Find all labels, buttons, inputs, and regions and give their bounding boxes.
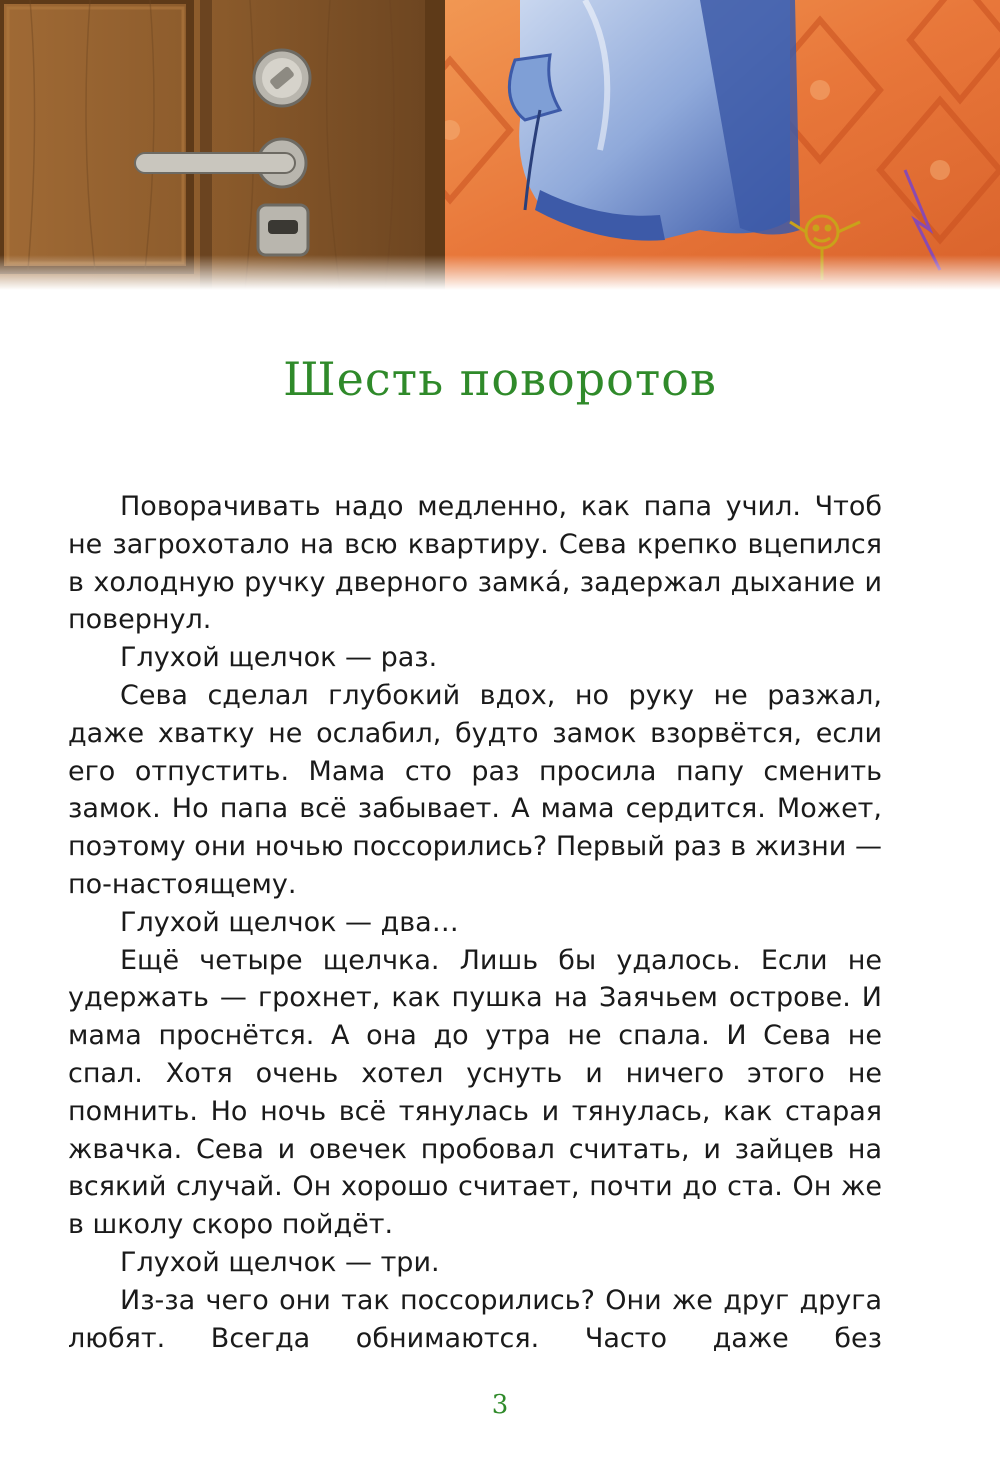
page-number: 3 — [491, 1390, 509, 1420]
chapter-title: Шесть поворотов — [283, 352, 717, 406]
chapter-illustration — [0, 0, 1000, 290]
door — [0, 0, 445, 290]
paragraph: Сева сделал глубокий вдох, но руку не разжал, даже хватку не ослабил, будто замок взорвётся, если его отпустить. Мама сто раз просила папу сменить замок. Но папа всё забывает. А мама сердится. Может, поэтому они ночью поссорились? Первый раз в жизни — по-настоящему. — [68, 679, 882, 900]
jacket-on-hook — [509, 0, 800, 241]
paragraph: Поворачивать надо медленно, как папа учил. Чтоб не загрохотало на всю квартиру. Сева крепко вцепился в холодную ручку дверного замкá, задержал дыхание и повернул. — [68, 491, 882, 636]
door-lock — [254, 50, 310, 106]
paragraph: Глухой щелчок — два… — [120, 906, 459, 938]
paragraph: Глухой щелчок — три. — [120, 1246, 440, 1278]
story-text — [68, 488, 882, 1357]
paragraph: Глухой щелчок — раз. — [120, 642, 438, 674]
paragraph: Ещё четыре щелчка. Лишь бы удалось. Если не удержать — грохнет, как пушка на Заячьем острове. И мама проснётся. А она до утра не спала. И Сева не спал. Хотя очень хотел уснуть и ничего этого не помнить. Но ночь всё тянулась и тянулась, как старая жвачка. Сева и овечек пробовал считать, и зайцев на всякий случай. Он хорошо считает, почти до ста. Он же в школу скоро пойдёт. — [68, 944, 882, 1241]
paragraph: Из-за чего они так поссорились? Они же друг друга любят. Всегда обнимаются. Часто даже без — [68, 1284, 882, 1354]
keyhole-plate — [258, 205, 308, 255]
